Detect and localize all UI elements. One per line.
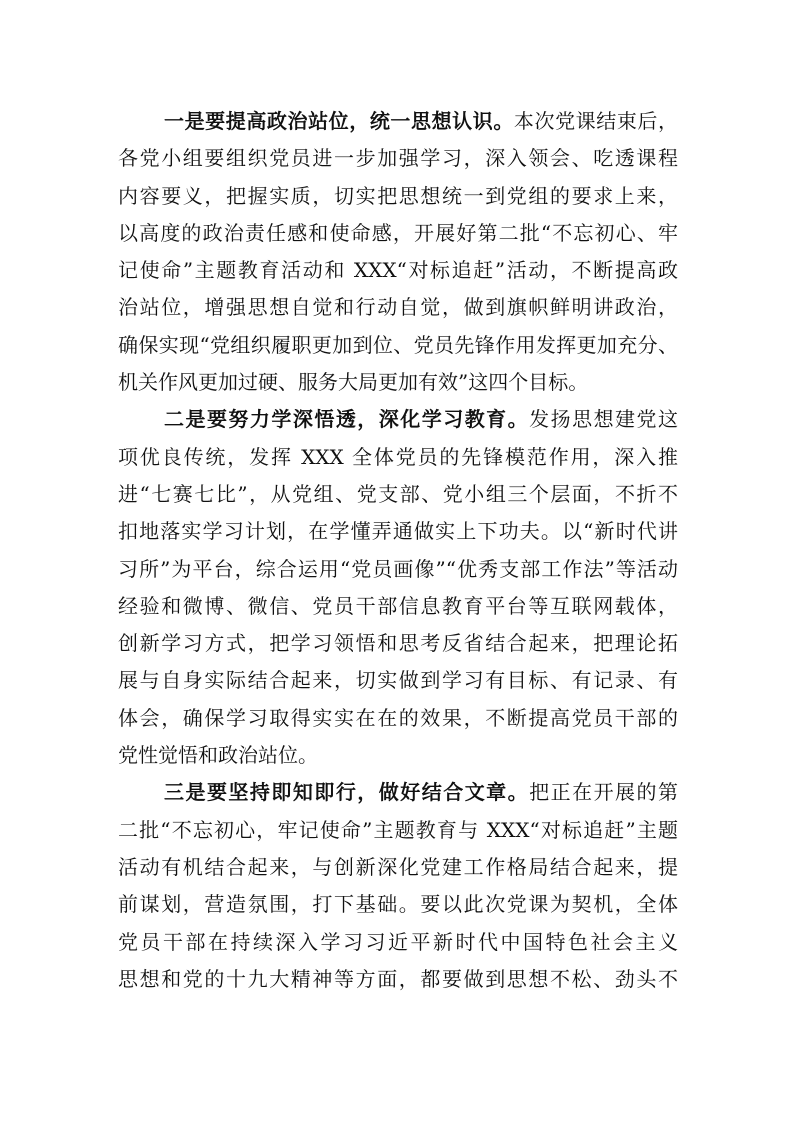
paragraph-2-text: 发扬思想建党这 — [529, 407, 679, 432]
document-body — [118, 103, 678, 998]
paragraph-3-line: 活动有机结合起来，与创新深化党建工作格局结合起来，提 — [118, 854, 678, 879]
paragraph-2-line: 党性觉悟和政治站位。 — [118, 743, 318, 768]
paragraph-3-line: 前谋划，营造氛围，打下基础。要以此次党课为契机，全体 — [118, 892, 678, 917]
paragraph-1-line: 机关作风更加过硬、服务大局更加有效”这四个目标。 — [118, 370, 589, 395]
paragraph-1-line: 以高度的政治责任感和使命感，开展好第二批“不忘初心、牢 — [118, 220, 678, 245]
paragraph-1-line: 治站位，增强思想自觉和行动自觉，做到旗帜鲜明讲政治， — [118, 295, 678, 320]
paragraph-2-line: 经验和微博、微信、党员干部信息教育平台等互联网载体， — [118, 593, 678, 618]
paragraph-1-line: 各党小组要组织党员进一步加强学习，深入领会、吃透课程 — [118, 146, 678, 171]
paragraph-2-line: 进“七赛七比”，从党组、党支部、党小组三个层面，不折不 — [118, 481, 678, 506]
paragraph-2-line: 展与自身实际结合起来，切实做到学习有目标、有记录、有 — [118, 668, 678, 693]
paragraph-2-line: 创新学习方式，把学习领悟和思考反省结合起来，把理论拓 — [118, 631, 678, 656]
paragraph-3-line: 思想和党的十九大精神等方面，都要做到思想不松、劲头不 — [118, 966, 678, 991]
paragraph-1-lead: 一是要提高政治站位，统一思想认识。 — [164, 109, 514, 133]
paragraph-3-line: 二批“不忘初心，牢记使命”主题教育与 XXX“对标追赶”主题 — [118, 817, 678, 842]
paragraph-3-lead: 三是要坚持即知即行，做好结合文章。 — [164, 780, 530, 805]
paragraph-2-line: 扣地落实学习计划，在学懂弄通做实上下功夫。以“新时代讲 — [118, 519, 678, 544]
paragraph-2-line: 体会，确保学习取得实实在在的效果，不断提高党员干部的 — [118, 705, 678, 730]
paragraph-1-line: 确保实现“党组织履职更加到位、党员先锋作用发挥更加充分、 — [118, 332, 678, 357]
paragraph-2-line: 项优良传统，发挥 XXX 全体党员的先锋模范作用，深入推 — [118, 444, 678, 469]
paragraph-1-line: 记使命”主题教育活动和 XXX“对标追赶”活动，不断提高政 — [118, 258, 678, 283]
paragraph-1-text: 本次党课结束后， — [513, 109, 679, 133]
paragraph-3-line: 党员干部在持续深入学习习近平新时代中国特色社会主义 — [118, 929, 678, 954]
paragraph-2-line-1 — [118, 401, 678, 438]
paragraph-2-line: 习所”为平台，综合运用“党员画像”“优秀支部工作法”等活动 — [118, 556, 678, 581]
paragraph-3-text: 把正在开展的第 — [529, 780, 679, 805]
paragraph-1-line-1 — [118, 103, 678, 140]
paragraph-3-line-1 — [118, 774, 678, 811]
paragraph-2-lead: 二是要努力学深悟透，深化学习教育。 — [164, 407, 530, 432]
paragraph-1-line: 内容要义，把握实质，切实把思想统一到党组的要求上来， — [118, 183, 678, 208]
